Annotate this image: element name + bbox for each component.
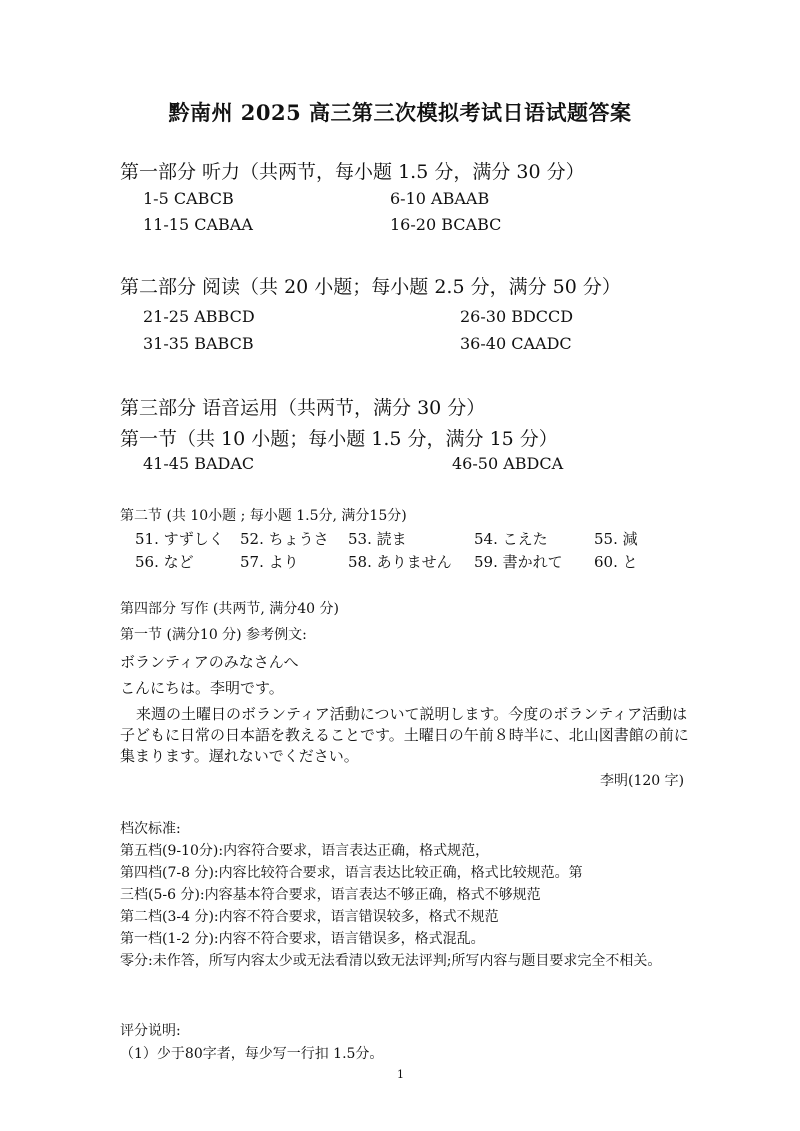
grading-line: 第四档(7-8 分):内容比较符合要求，语言表达比较正确，格式比较规范。第	[120, 865, 583, 881]
answer-group: 41-45 BADAC	[143, 454, 255, 473]
part3-heading: 第三部分 语音运用（共两节，满分 30 分）	[120, 397, 486, 419]
grading-line: 三档(5-6 分):内容基本符合要求，语言表达不够正确，格式不够规范	[120, 887, 541, 903]
fill-answer: 56. など	[135, 553, 194, 571]
answer-group: 11-15 CABAA	[143, 215, 253, 234]
part3-section2-heading: 第二节 (共 10小题 ; 每小题 1.5分, 满分15分)	[120, 508, 407, 524]
scoring-item: （1）少于80字者，每少写一行扣 1.5分。	[120, 1046, 384, 1062]
answer-group: 31-35 BABCB	[143, 334, 254, 353]
letter-salutation: ボランティアのみなさんへ	[120, 653, 299, 671]
grading-line: 第二档(3-4 分):内容不符合要求，语言错误较多，格式不规范	[120, 909, 499, 925]
letter-body: 来週の土曜日のボランティア活動について説明します。今度のボランティア活動は子どもに日常の日本語を教えることです。土曜日の午前８時半に、北山図書館の前に集まります。遅れないでください。	[120, 705, 689, 765]
fill-answer: 59. 書かれて	[474, 553, 563, 571]
letter-signature: 李明(120 字)	[600, 773, 685, 789]
grading-line: 第五档(9-10分):内容符合要求，语言表达正确，格式规范，	[120, 843, 490, 859]
answer-group: 21-25 ABBCD	[143, 307, 255, 326]
scoring-heading: 评分说明:	[120, 1023, 181, 1039]
answer-group: 16-20 BCABC	[390, 215, 502, 234]
fill-answer: 57. より	[240, 553, 299, 571]
grading-line: 第一档(1-2 分):内容不符合要求，语言错误多，格式混乱。	[120, 931, 485, 947]
fill-answer: 55. 減	[594, 530, 638, 548]
grading-heading: 档次标准:	[120, 821, 181, 837]
letter-greeting: こんにちは。李明です。	[120, 679, 284, 697]
fill-answer: 53. 読ま	[348, 530, 407, 548]
answer-group: 26-30 BDCCD	[460, 307, 574, 326]
part2-heading: 第二部分 阅读（共 20 小题；每小题 2.5 分，满分 50 分）	[120, 276, 621, 298]
answer-group: 46-50 ABDCA	[452, 454, 564, 473]
part3-section1-heading: 第一节（共 10 小题；每小题 1.5 分，满分 15 分）	[120, 428, 558, 450]
answer-group: 6-10 ABAAB	[390, 189, 490, 208]
grading-zero: 零分:未作答，所写内容太少或无法看清以致无法评判;所写内容与题目要求完全不相关。	[120, 953, 662, 969]
fill-answer: 58. ありません	[348, 553, 452, 571]
page-title: 黔南州 2025 高三第三次模拟考试日语试题答案	[168, 100, 632, 125]
answer-group: 1-5 CABCB	[143, 189, 234, 208]
fill-answer: 52. ちょうさ	[240, 530, 329, 548]
fill-answer: 51. すずしく	[135, 530, 224, 548]
part4-section1-heading: 第一节 (满分10 分) 参考例文:	[120, 627, 307, 643]
fill-answer: 60. と	[594, 553, 638, 571]
fill-answer: 54. こえた	[474, 530, 548, 548]
part1-heading: 第一部分 听力（共两节，每小题 1.5 分，满分 30 分）	[120, 161, 585, 183]
page-number: 1	[397, 1068, 404, 1081]
answer-group: 36-40 CAADC	[460, 334, 572, 353]
part4-heading: 第四部分 写作 (共两节, 满分40 分)	[120, 601, 339, 617]
